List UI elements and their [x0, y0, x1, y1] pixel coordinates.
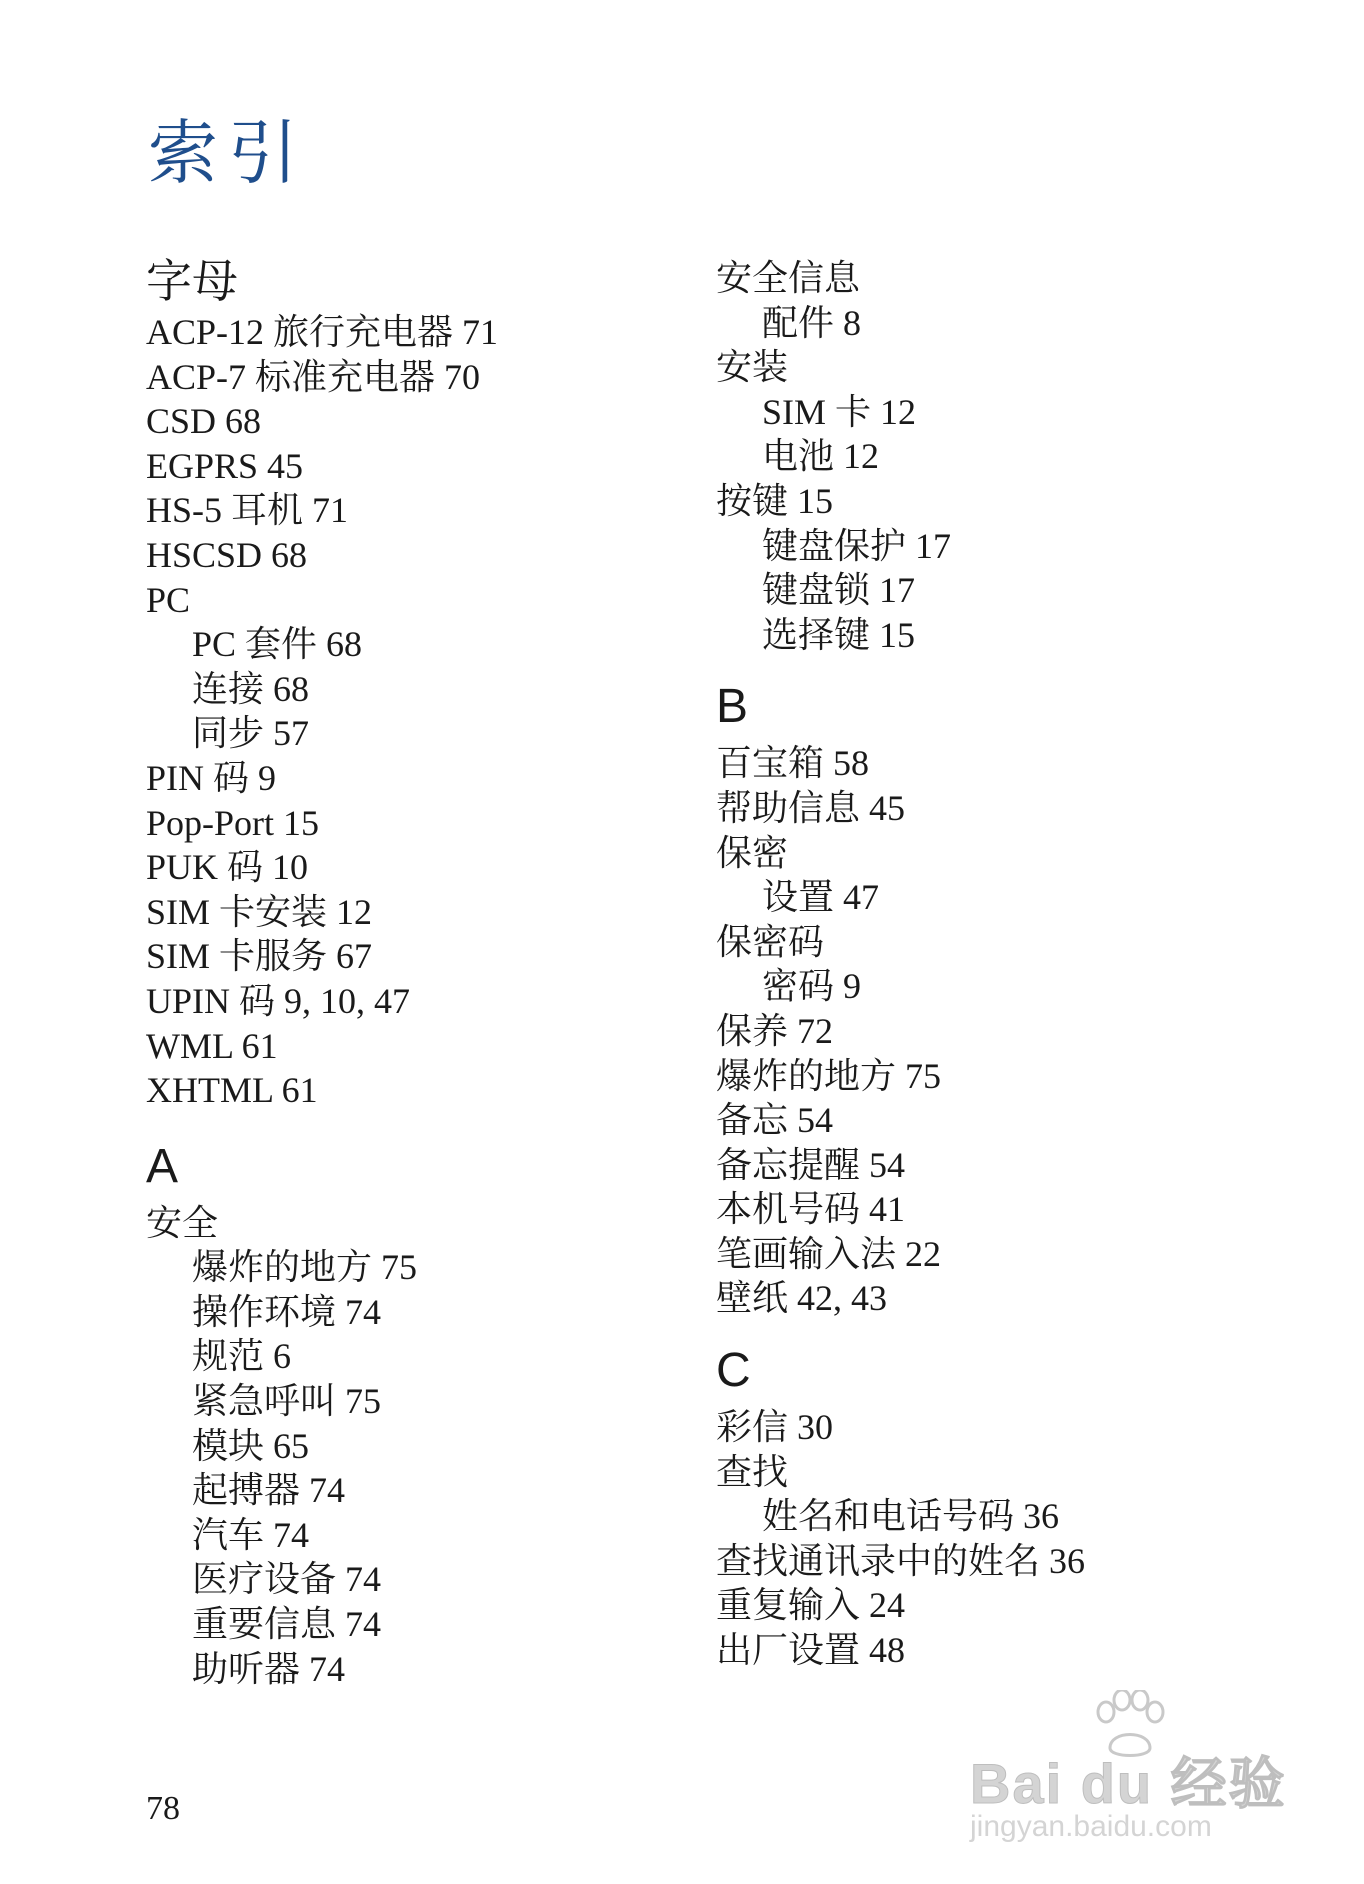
- index-entry: 爆炸的地方 75: [716, 1055, 942, 1096]
- index-subentry: 密码 9: [762, 966, 862, 1007]
- index-entry: ACP-7 标准充电器 70: [146, 356, 481, 397]
- index-entry: EGPRS 45: [146, 445, 304, 486]
- index-subentry: 医疗设备 74: [192, 1559, 382, 1600]
- section-letter: A: [146, 1139, 179, 1193]
- index-entry: PIN 码 9: [146, 757, 277, 798]
- watermark-brand: Bai du 经验: [970, 1752, 1287, 1815]
- section-letter: C: [716, 1344, 751, 1398]
- index-entry: 本机号码 41: [716, 1189, 906, 1230]
- index-entry: 备忘 54: [716, 1100, 834, 1141]
- index-entry: 保密码: [716, 921, 825, 962]
- index-subentry: 汽车 74: [192, 1514, 310, 1555]
- index-entry: HS-5 耳机 71: [146, 490, 349, 531]
- section-heading: 字母: [146, 254, 238, 308]
- index-subentry: 助听器 74: [192, 1648, 346, 1689]
- index-subentry: 起搏器 74: [192, 1470, 346, 1511]
- index-subentry: PC 套件 68: [192, 624, 363, 665]
- index-subentry: 键盘锁 17: [762, 570, 916, 611]
- index-column-left: [146, 254, 706, 1691]
- index-entry: UPIN 码 9, 10, 47: [146, 980, 411, 1021]
- index-entry: 出厂设置 48: [716, 1630, 906, 1671]
- index-entry: 保密: [716, 832, 789, 873]
- index-subentry: 紧急呼叫 75: [192, 1381, 382, 1422]
- page-number: 78: [146, 1790, 180, 1827]
- index-entry: 彩信 30: [716, 1407, 834, 1448]
- index-entry: 安全信息: [716, 258, 861, 298]
- section-letter: B: [716, 680, 749, 734]
- index-subentry: 同步 57: [192, 713, 310, 754]
- index-column-right: [716, 256, 1316, 1673]
- index-entry: HSCSD 68: [146, 534, 308, 575]
- watermark-url: jingyan.baidu.com: [970, 1810, 1212, 1843]
- index-subentry: 重要信息 74: [192, 1604, 382, 1645]
- index-entry: Pop-Port 15: [146, 802, 320, 843]
- index-entry: PC: [146, 579, 191, 620]
- index-entry: SIM 卡安装 12: [146, 891, 373, 932]
- index-entry: 百宝箱 58: [716, 743, 870, 784]
- index-subentry: 模块 65: [192, 1425, 310, 1466]
- index-subentry: 操作环境 74: [192, 1291, 382, 1332]
- index-entry: 笔画输入法 22: [716, 1233, 942, 1274]
- index-subentry: 姓名和电话号码 36: [762, 1496, 1060, 1537]
- index-entry: 保养 72: [716, 1010, 834, 1051]
- index-entry: ACP-12 旅行充电器 71: [146, 312, 499, 352]
- index-entry: CSD 68: [146, 401, 262, 442]
- index-entry: WML 61: [146, 1025, 278, 1066]
- index-subentry: 爆炸的地方 75: [192, 1247, 418, 1288]
- index-entry: 备忘提醒 54: [716, 1144, 906, 1185]
- index-entry: 查找通讯录中的姓名 36: [716, 1540, 1086, 1581]
- index-subentry: 电池 12: [762, 436, 880, 477]
- index-entry: 按键 15: [716, 480, 834, 521]
- watermark: [970, 1690, 1300, 1850]
- index-entry: 查找: [716, 1451, 789, 1492]
- index-entry: XHTML 61: [146, 1070, 318, 1111]
- index-entry: PUK 码 10: [146, 847, 309, 888]
- index-entry: SIM 卡服务 67: [146, 936, 373, 977]
- index-subentry: 规范 6: [192, 1336, 292, 1377]
- index-entry: 重复输入 24: [716, 1585, 906, 1626]
- index-subentry: 设置 47: [762, 877, 880, 918]
- index-entry: 安装: [716, 347, 789, 388]
- index-entry: 壁纸 42, 43: [716, 1278, 888, 1319]
- index-subentry: 选择键 15: [762, 614, 916, 655]
- index-entry: 帮助信息 45: [716, 787, 906, 828]
- index-subentry: 键盘保护 17: [762, 525, 952, 566]
- index-subentry: 连接 68: [192, 668, 310, 709]
- index-entry: 安全: [146, 1202, 219, 1243]
- index-subentry: 配件 8: [762, 302, 862, 343]
- page-title: 索引: [148, 112, 308, 194]
- index-subentry: SIM 卡 12: [762, 391, 917, 432]
